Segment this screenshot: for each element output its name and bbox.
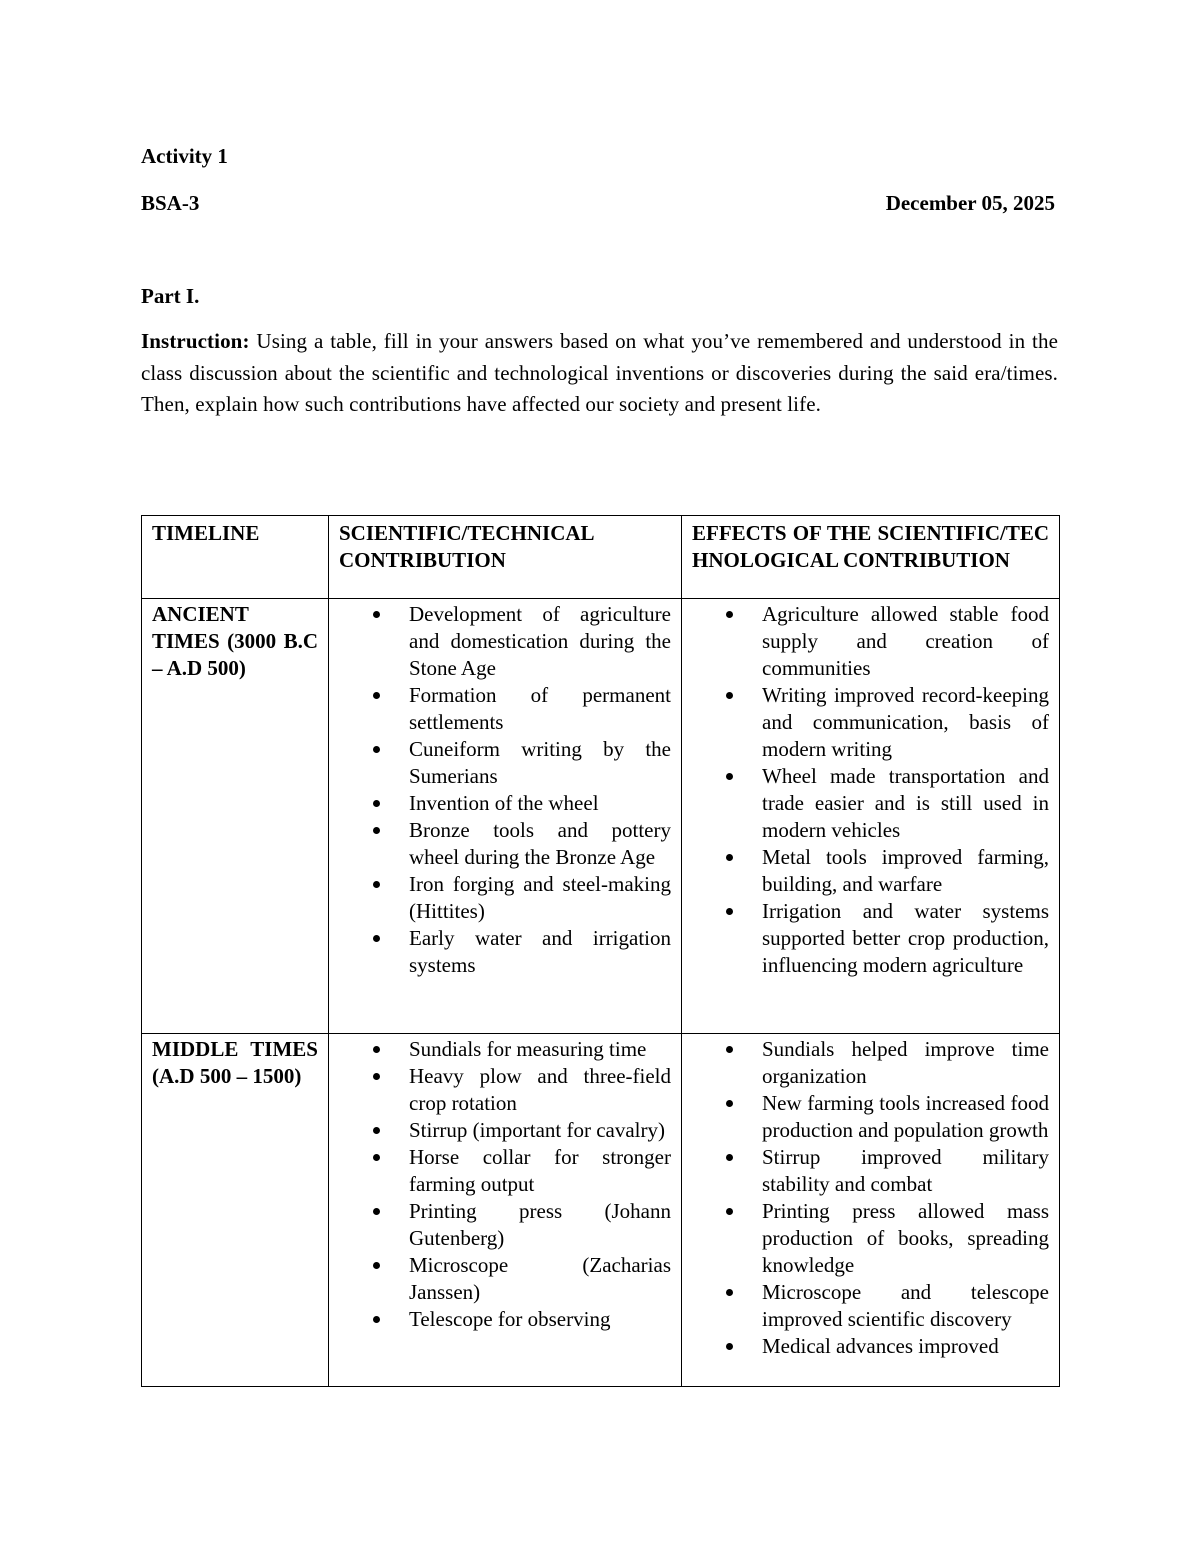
list-item: Microscope and telescope improved scientific discovery bbox=[692, 1279, 1049, 1333]
list-item: Development of agriculture and domestication during the Stone Age bbox=[339, 601, 671, 682]
contribution-cell bbox=[329, 599, 682, 1034]
list-item: New farming tools increased food production and population growth bbox=[692, 1090, 1049, 1144]
list-item: Formation of permanent settlements bbox=[339, 682, 671, 736]
list-item: Medical advances improved bbox=[692, 1333, 1049, 1360]
list-item: Invention of the wheel bbox=[339, 790, 671, 817]
contribution-list bbox=[339, 1036, 671, 1333]
list-item: Cuneiform writing by the Sumerians bbox=[339, 736, 671, 790]
section-label: BSA-3 bbox=[141, 191, 200, 215]
instruction-label: Instruction: bbox=[141, 329, 250, 353]
effects-list bbox=[692, 1036, 1049, 1360]
header-contribution: SCIENTIFIC/TECHNICAL CONTRIBUTION bbox=[329, 516, 682, 599]
list-item: Metal tools improved farming, building, and warfare bbox=[692, 844, 1049, 898]
list-item: Sundials helped improve time organization bbox=[692, 1036, 1049, 1090]
list-item: Printing press allowed mass production of books, spreading knowledge bbox=[692, 1198, 1049, 1279]
contribution-list bbox=[339, 601, 671, 979]
list-item: Horse collar for stronger farming output bbox=[339, 1144, 671, 1198]
list-item: Agriculture allowed stable food supply and creation of communities bbox=[692, 601, 1049, 682]
list-item: Wheel made transportation and trade easier and is still used in modern vehicles bbox=[692, 763, 1049, 844]
timeline-cell: ANCIENT TIMES (3000 B.C – A.D 500) bbox=[142, 599, 329, 1034]
effects-cell bbox=[682, 599, 1060, 1034]
activity-title: Activity 1 bbox=[141, 144, 228, 168]
list-item: Microscope (Zacharias Janssen) bbox=[339, 1252, 671, 1306]
list-item: Bronze tools and pottery wheel during the Bronze Age bbox=[339, 817, 671, 871]
contributions-table bbox=[141, 515, 1060, 1387]
effects-cell bbox=[682, 1034, 1060, 1387]
list-item: Early water and irrigation systems bbox=[339, 925, 671, 979]
table-header-row bbox=[142, 516, 1060, 599]
list-item: Irrigation and water systems supported better crop production, influencing modern agriculture bbox=[692, 898, 1049, 979]
header-timeline: TIMELINE bbox=[142, 516, 329, 599]
date-label: December 05, 2025 bbox=[885, 191, 1055, 215]
list-item: Telescope for observing bbox=[339, 1306, 671, 1333]
table-row bbox=[142, 599, 1060, 1034]
timeline-cell: MIDDLE TIMES (A.D 500 – 1500) bbox=[142, 1034, 329, 1387]
header-effects: EFFECTS OF THE SCIENTIFIC/TECHNOLOGICAL CONTRIBUTION bbox=[682, 516, 1060, 599]
list-item: Heavy plow and three-field crop rotation bbox=[339, 1063, 671, 1117]
instruction-paragraph bbox=[141, 326, 1058, 421]
contribution-cell bbox=[329, 1034, 682, 1387]
list-item: Stirrup (important for cavalry) bbox=[339, 1117, 671, 1144]
instruction-text: Using a table, fill in your answers based on what you’ve remembered and understood in the class discussion about the scientific and technological inventions or discoveries during the said era/times. Then, explain how such contributions have affected our society and present life. bbox=[141, 329, 1058, 416]
part-heading: Part I. bbox=[141, 284, 200, 308]
list-item: Sundials for measuring time bbox=[339, 1036, 671, 1063]
list-item: Iron forging and steel-making (Hittites) bbox=[339, 871, 671, 925]
table-row bbox=[142, 1034, 1060, 1387]
list-item: Writing improved record-keeping and communication, basis of modern writing bbox=[692, 682, 1049, 763]
effects-list bbox=[692, 601, 1049, 979]
list-item: Printing press (Johann Gutenberg) bbox=[339, 1198, 671, 1252]
list-item: Stirrup improved military stability and combat bbox=[692, 1144, 1049, 1198]
